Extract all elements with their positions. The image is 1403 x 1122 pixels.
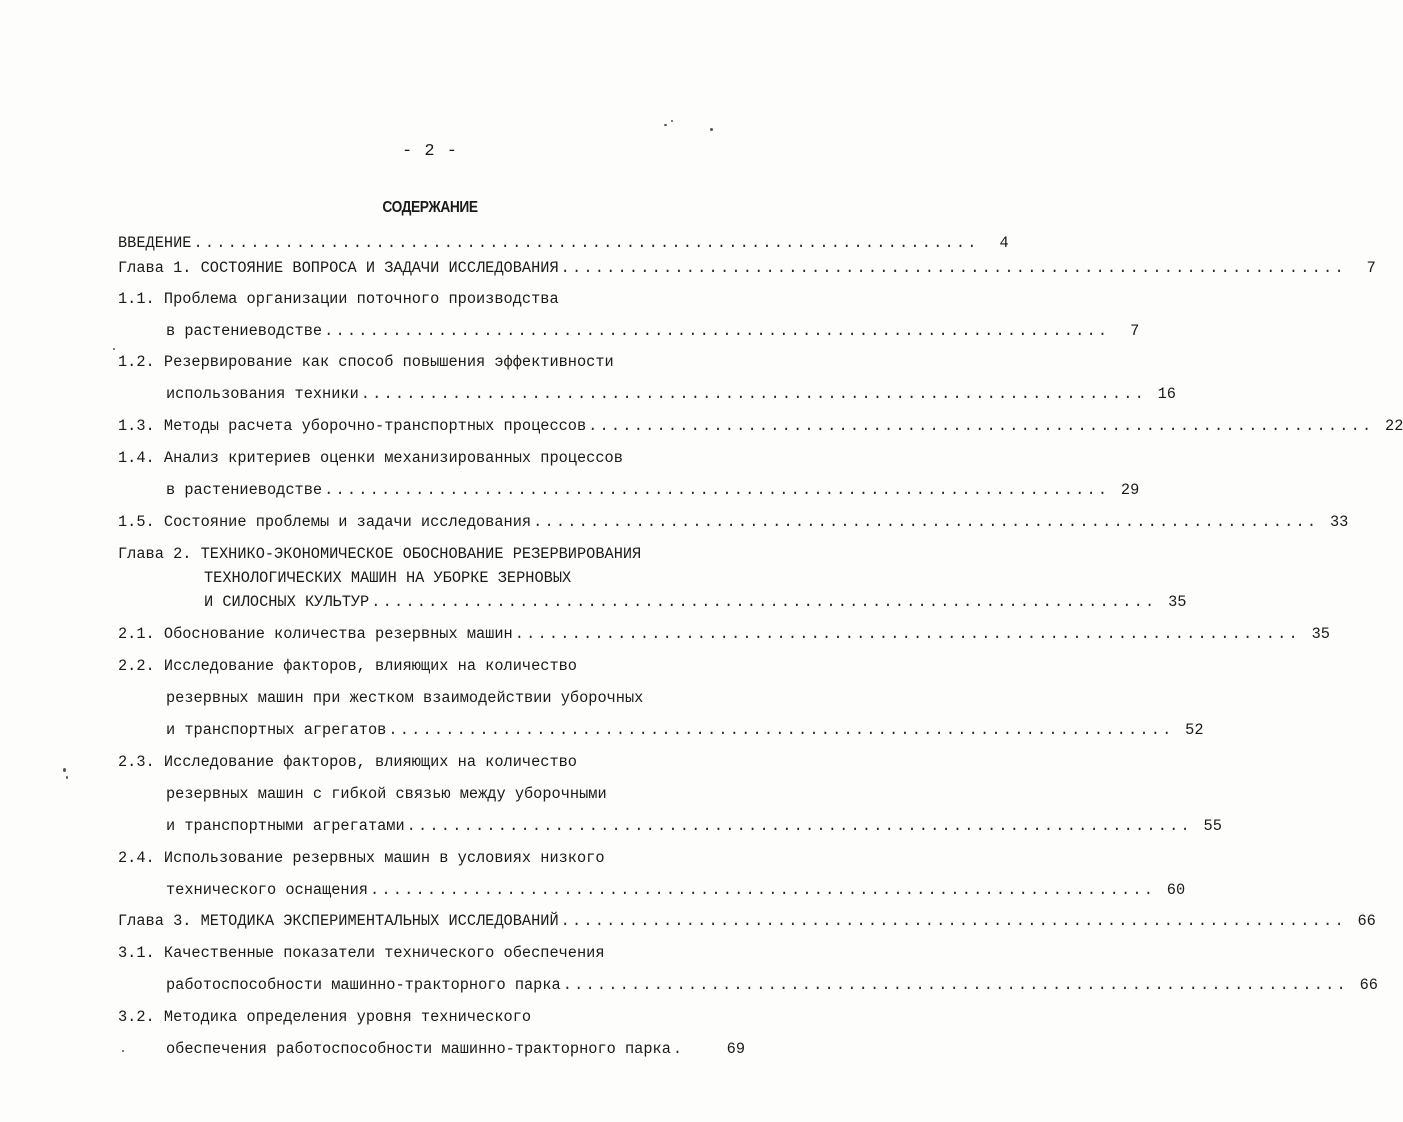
toc-page-number: 7 (1130, 322, 1140, 340)
dot-leader: . (672, 1040, 685, 1058)
toc-entry-text: И СИЛОСНЫХ КУЛЬТУР (204, 593, 370, 611)
toc-page-number: 66 (1357, 912, 1376, 930)
toc-entry-2-2-cont-2[interactable] (166, 719, 1204, 741)
toc-entry-3-1-cont[interactable] (166, 974, 1378, 996)
dot-leader: ..................................................................... (369, 881, 1156, 899)
toc-entry-text: и транспортных агрегатов (166, 721, 387, 739)
toc-page-number: 52 (1185, 721, 1204, 739)
page-title: СОДЕРЖАНИЕ (382, 199, 478, 216)
toc-page-number: 66 (1359, 976, 1378, 994)
toc-entry-chapter-2[interactable] (118, 543, 745, 565)
toc-entry-3-2[interactable] (118, 1006, 745, 1028)
toc-entry-text: 3.1. Качественные показатели технического обеспечения (118, 944, 605, 962)
dot-leader: ..................................................................... (324, 481, 1110, 499)
toc-entry-2-3[interactable] (118, 751, 745, 773)
dot-leader: ..................................................................... (193, 234, 979, 252)
toc-page-number: 4 (999, 234, 1009, 252)
scan-speck (671, 120, 673, 122)
toc-entry-chapter-3[interactable] (118, 910, 1376, 932)
toc-entry-1-1-cont[interactable] (166, 320, 1140, 342)
toc-entry-3-1[interactable] (118, 942, 745, 964)
toc-entry-text: Глава 3. МЕТОДИКА ЭКСПЕРИМЕНТАЛЬНЫХ ИССЛЕДОВАНИЙ (118, 912, 559, 930)
toc-page-number: 16 (1157, 385, 1176, 403)
dot-leader: ..................................................................... (560, 259, 1346, 277)
toc-page-number: 29 (1120, 481, 1140, 499)
scan-speck (122, 1050, 124, 1052)
dot-leader: ..................................................................... (324, 322, 1110, 340)
toc-page-number: 60 (1166, 881, 1186, 899)
toc-entry-text: 2.1. Обоснование количества резервных машин (118, 625, 513, 643)
scan-speck (66, 776, 68, 779)
scan-speck (664, 124, 667, 126)
toc-entry-text: 1.1. Проблема организации поточного производства (118, 290, 559, 308)
toc-entry-text: 3.2. Методика определения уровня технического (118, 1008, 532, 1026)
toc-entry-text: ВВЕДЕНИЕ (118, 234, 192, 252)
toc-page-number: 55 (1203, 817, 1222, 835)
scan-speck (710, 128, 713, 131)
toc-entry-2-4-cont[interactable] (166, 879, 1186, 901)
toc-page-number: 35 (1168, 593, 1187, 611)
toc-entry-text: резервных машин с гибкой связью между уборочными (166, 785, 607, 803)
toc-entry-text: 2.2. Исследование факторов, влияющих на количество (118, 657, 577, 675)
dot-leader: ..................................................................... (533, 513, 1319, 531)
toc-entry-text: работоспособности машинно-тракторного парка (166, 976, 561, 994)
dot-leader: ..................................................................... (560, 912, 1346, 930)
toc-entry-text: 1.4. Анализ критериев оценки механизированных процессов (118, 449, 623, 467)
toc-entry-1-5[interactable] (118, 511, 1349, 533)
dot-leader: ..................................................................... (388, 721, 1174, 739)
toc-entry-2-1[interactable] (118, 623, 1330, 645)
toc-page-number: 7 (1366, 259, 1376, 277)
toc-entry-chapter-1[interactable] (118, 257, 1376, 279)
toc-entry-1-2-cont[interactable] (166, 383, 1176, 405)
toc-entry-text: технического оснащения (166, 881, 368, 899)
dot-leader: ..................................................................... (562, 976, 1348, 994)
toc-entry-1-2[interactable] (118, 351, 745, 373)
toc-entry-3-2-cont[interactable] (166, 1038, 745, 1060)
toc-entry-2-2[interactable] (118, 655, 745, 677)
toc-entry-text: 1.5. Состояние проблемы и задачи исследования (118, 513, 532, 531)
toc-entry-text: использования техники (166, 385, 359, 403)
toc-entry-text: 2.3. Исследование факторов, влияющих на количество (118, 753, 577, 771)
toc-entry-text: 2.4. Использование резервных машин в условиях низкого (118, 849, 605, 867)
dot-leader: ..................................................................... (514, 625, 1300, 643)
scan-speck (63, 768, 66, 772)
toc-entry-text: 1.2. Резервирование как способ повышения эффективности (118, 353, 614, 371)
toc-entry-text: Глава 1. СОСТОЯНИЕ ВОПРОСА И ЗАДАЧИ ИССЛЕДОВАНИЯ (118, 259, 559, 277)
toc-entry-text: ТЕХНОЛОГИЧЕСКИХ МАШИН НА УБОРКЕ ЗЕРНОВЫХ (204, 569, 572, 587)
toc-entry-introduction[interactable] (118, 232, 1009, 254)
toc-entry-1-3[interactable] (118, 415, 1403, 437)
toc-entry-2-3-cont[interactable] (166, 783, 745, 805)
dot-leader: ..................................................................... (371, 593, 1157, 611)
toc-entry-1-1[interactable] (118, 288, 745, 310)
toc-page-number: 22 (1385, 417, 1403, 435)
toc-entry-text: в растениеводстве (166, 322, 323, 340)
toc-entry-2-4[interactable] (118, 847, 745, 869)
toc-entry-chapter-2-cont[interactable] (204, 567, 745, 589)
toc-entry-text: 1.3. Методы расчета уборочно-транспортных процессов (118, 417, 587, 435)
dot-leader: ..................................................................... (588, 417, 1374, 435)
toc-entry-text: резервных машин при жестком взаимодействии уборочных (166, 689, 644, 707)
scan-speck (113, 348, 115, 350)
toc-entry-text: обеспечения работоспособности машинно-тракторного парка (166, 1040, 671, 1058)
toc-entry-chapter-2-cont-2[interactable] (204, 591, 1187, 613)
toc-page-number: 33 (1329, 513, 1349, 531)
toc-page-number: 69 (726, 1040, 745, 1058)
toc-entry-1-4-cont[interactable] (166, 479, 1140, 501)
dot-leader: ..................................................................... (360, 385, 1146, 403)
toc-entry-2-2-cont[interactable] (166, 687, 745, 709)
toc-entry-text: в растениеводстве (166, 481, 323, 499)
toc-entry-1-4[interactable] (118, 447, 745, 469)
page-number: - 2 - (401, 142, 458, 161)
toc-page-number: 35 (1311, 625, 1330, 643)
toc-entry-text: и транспортными агрегатами (166, 817, 405, 835)
dot-leader: ..................................................................... (406, 817, 1192, 835)
toc-entry-2-3-cont-2[interactable] (166, 815, 1222, 837)
toc-entry-text: Глава 2. ТЕХНИКО-ЭКОНОМИЧЕСКОЕ ОБОСНОВАНИЕ РЕЗЕРВИРОВАНИЯ (118, 545, 642, 563)
